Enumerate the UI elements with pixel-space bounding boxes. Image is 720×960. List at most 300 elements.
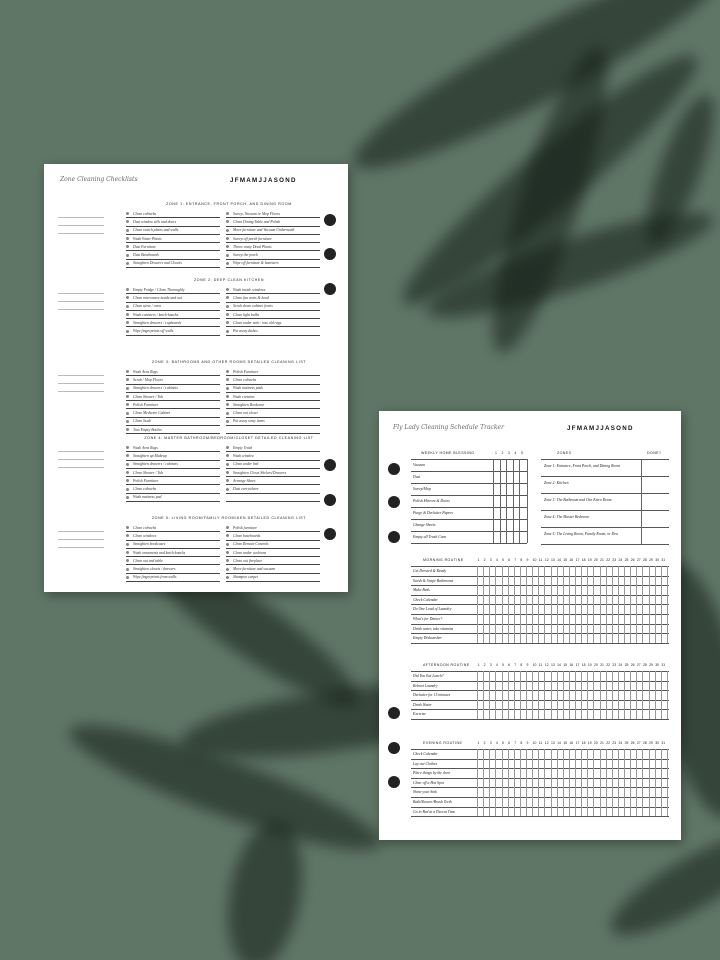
routine-grid-line — [575, 749, 576, 816]
bullet-icon — [126, 370, 129, 373]
checklist-item — [226, 311, 320, 319]
checklist-item-label: Wash ornaments and knick-knacks — [133, 550, 186, 555]
routine-grid-line — [526, 671, 527, 719]
routine-task: Reboot Laundry — [413, 683, 438, 688]
zone-title: ZONE 4: MASTER BATHROOM/BEDROOM/CLOSET DETAILED CLEANING LIST — [144, 436, 314, 440]
checklist-item-label: Clean windows — [133, 533, 157, 538]
routine-header: AFTERNOON ROUTINE — [423, 663, 470, 667]
bullet-icon — [226, 463, 229, 466]
margin-line — [58, 391, 104, 392]
zone-title: ZONE 3: BATHROOMS AND OTHER ROOMS DETAILED CLEANING LIST — [151, 360, 307, 364]
routine-grid-line — [649, 566, 650, 643]
routine-grid-line — [642, 566, 643, 643]
checklist-item — [226, 210, 320, 218]
checklist-item — [126, 469, 220, 477]
day-number: 19 — [587, 663, 592, 667]
routine-task: Empty Dishwasher — [413, 636, 442, 641]
day-number: 3 — [489, 663, 492, 667]
weekly-task: Dust — [413, 475, 421, 479]
routine-grid-line — [636, 749, 637, 816]
margin-line — [58, 309, 104, 310]
margin-line — [58, 217, 104, 218]
checklist-item — [126, 385, 220, 393]
routine-grid-line — [563, 566, 564, 643]
routine-grid-line — [655, 749, 656, 816]
checklist-item — [226, 260, 320, 268]
routine-grid-line — [612, 566, 613, 643]
day-number: 23 — [612, 558, 617, 562]
bullet-icon — [126, 296, 129, 299]
day-number: 1 — [477, 558, 480, 562]
day-number: 15 — [563, 741, 568, 745]
day-number: 20 — [593, 558, 598, 562]
routine-grid-line — [618, 671, 619, 719]
routine-grid-line — [563, 671, 564, 719]
routine-grid-line — [538, 749, 539, 816]
checklist-item — [226, 574, 320, 582]
checklist-item-label: Clean microwave inside and out — [133, 295, 183, 300]
bullet-icon — [126, 288, 129, 291]
routine-grid-line — [593, 749, 594, 816]
checklist-item — [226, 418, 320, 426]
zone-title: ZONE 1: ENTRANCE, FRONT PORCH, AND DINING ROOM — [166, 202, 292, 206]
zone-cleaning-checklist-sheet — [44, 164, 348, 592]
day-number: 8 — [520, 741, 523, 745]
bullet-icon — [226, 534, 229, 537]
day-number: 24 — [618, 558, 623, 562]
day-number: 24 — [618, 741, 623, 745]
routine-row-line — [411, 719, 669, 720]
checklist-item-label: Shampoo carpet — [233, 575, 258, 580]
bullet-icon — [226, 254, 229, 257]
zone-done-divider — [641, 459, 642, 544]
routine-grid-line — [557, 671, 558, 719]
routine-grid-line — [624, 749, 625, 816]
day-number: 11 — [538, 558, 543, 562]
bullet-icon — [226, 296, 229, 299]
routine-grid-line — [649, 671, 650, 719]
routine-grid-line — [495, 671, 496, 719]
checklist-item — [126, 260, 220, 268]
checklist-item — [126, 409, 220, 417]
checklist-item-label: Clean Shower / Tub — [133, 470, 164, 475]
day-number: 21 — [600, 558, 604, 562]
day-number: 30 — [655, 741, 660, 745]
day-number: 23 — [612, 663, 617, 667]
routine-grid-line — [655, 671, 656, 719]
checklist-item — [226, 235, 320, 243]
checklist-item — [226, 469, 320, 477]
routine-grid-line — [600, 749, 601, 816]
checklist-item — [226, 327, 320, 335]
checklist-item-label: Sweep the porch — [233, 253, 258, 258]
routine-grid-line — [508, 566, 509, 643]
checklist-item-label: Straighten Closet Shelves/Drawers — [233, 470, 287, 475]
checklist-item-label: Dust window sills and doors — [133, 219, 177, 224]
routine-grid-line — [532, 566, 533, 643]
done-header: DONE? — [647, 451, 662, 455]
routine-task: Clear off a Hot Spot — [413, 780, 444, 785]
day-number: 31 — [661, 663, 666, 667]
day-number: 19 — [587, 558, 592, 562]
checklist-item-label: Clean switch plates and walls — [133, 228, 179, 233]
day-number: 5 — [502, 741, 504, 745]
margin-line — [58, 233, 104, 234]
checklist-item — [126, 303, 220, 311]
checklist-item-label: Wipe fingerprints off walls — [133, 329, 174, 334]
bullet-icon — [126, 496, 129, 499]
routine-grid-line — [587, 749, 588, 816]
routine-grid-line — [612, 749, 613, 816]
day-number: 28 — [642, 663, 647, 667]
weekly-row-line — [411, 507, 527, 508]
bullet-icon — [126, 395, 129, 398]
day-number: 12 — [544, 741, 549, 745]
bullet-icon — [126, 576, 129, 579]
checklist-item-label: Wash Area Rugs — [133, 369, 158, 374]
bullet-icon — [126, 471, 129, 474]
day-number: 25 — [624, 741, 629, 745]
routine-grid-line — [581, 566, 582, 643]
routine-grid-line — [520, 671, 521, 719]
bullet-icon — [226, 471, 229, 474]
day-number: 22 — [606, 663, 610, 667]
bullet-icon — [126, 479, 129, 482]
routine-grid-line — [630, 566, 631, 643]
binder-hole — [388, 463, 400, 475]
routine-task: Bath/Shower/Brush Teeth — [413, 800, 452, 804]
checklist-item-label: Scrub down cabinet fronts — [233, 304, 273, 309]
day-number: 6 — [508, 741, 511, 745]
checklist-item — [226, 524, 320, 532]
bullet-icon — [226, 395, 229, 398]
week-number: 3 — [508, 451, 510, 455]
month-tracker: JFMAMJJASOND — [230, 177, 297, 184]
zone-title: ZONE 5: LIVING ROOM/FAMILY ROOM/DEN DETAILED CLEANING LIST — [151, 516, 307, 520]
routine-grid-line — [618, 566, 619, 643]
checklist-item-label: Clean Scale — [133, 419, 152, 424]
routine-grid-line — [477, 749, 478, 816]
margin-line — [58, 225, 104, 226]
zone-checklist — [126, 444, 320, 502]
day-number: 5 — [502, 663, 504, 667]
checklist-item — [126, 218, 220, 226]
checklist-item-label: Move furniture and vacuum — [233, 567, 276, 572]
day-number: 23 — [612, 741, 617, 745]
day-number: 18 — [581, 741, 586, 745]
zone-row-line — [541, 544, 669, 545]
checklist-item — [226, 303, 320, 311]
day-number: 4 — [495, 558, 498, 562]
checklist-item — [226, 485, 320, 493]
routine-row-line — [411, 816, 669, 817]
week-number: 5 — [521, 451, 523, 455]
checklist-item-label: Wipe off furniture & banisters — [233, 261, 279, 266]
checklist-item-label: Wash window — [233, 453, 254, 458]
routine-grid-line — [563, 749, 564, 816]
checklist-item-label: Dust Baseboards — [133, 253, 159, 258]
routine-grid-line — [557, 749, 558, 816]
checklist-item — [126, 541, 220, 549]
day-number: 27 — [636, 558, 641, 562]
checklist-item — [126, 319, 220, 327]
weekly-grid-line — [513, 459, 514, 543]
routine-grid-line — [667, 566, 668, 643]
checklist-item-label: Clean cobwebs — [133, 525, 157, 530]
bullet-icon — [126, 254, 129, 257]
routine-grid-line — [667, 749, 668, 816]
checklist-item — [226, 393, 320, 401]
routine-task: Did You Eat Lunch? — [413, 674, 444, 678]
checklist-item-label: Wash mattress pads — [233, 386, 263, 391]
day-number: 10 — [532, 663, 537, 667]
checklist-item-label: Clean cobwebs — [233, 377, 257, 382]
zones-header: ZONES — [557, 451, 572, 455]
bullet-icon — [126, 463, 129, 466]
checklist-item-label: Put away dishes — [233, 329, 258, 334]
checklist-item — [126, 327, 220, 335]
day-number: 13 — [551, 558, 555, 562]
checklist-item-label: Move furniture and Vacuum Underneath — [233, 228, 295, 233]
checklist-item-label: Wash inside windows — [233, 287, 266, 292]
day-number: 17 — [575, 663, 580, 667]
routine-grid-line — [532, 749, 533, 816]
routine-grid-line — [532, 671, 533, 719]
binder-hole — [324, 494, 336, 506]
day-number: 14 — [557, 558, 561, 562]
bullet-icon — [126, 212, 129, 215]
routine-grid-line — [483, 749, 484, 816]
checklist-item-label: Clean under sink / toss old rags — [233, 320, 282, 325]
day-number: 8 — [520, 558, 523, 562]
binder-hole — [324, 528, 336, 540]
checklist-item-label: Put away stray items — [233, 419, 265, 424]
binder-hole — [388, 707, 400, 719]
checklist-item-label: Clean Remote Controls — [233, 542, 269, 547]
checklist-item-label: Clean Dining Table and Polish — [233, 219, 281, 224]
checklist-item-label: Wash canisters / knick-knacks — [133, 312, 179, 317]
routine-task: Do One Load of Laundry — [413, 607, 452, 612]
routine-grid-line — [636, 566, 637, 643]
day-number: 27 — [636, 741, 641, 745]
bullet-icon — [226, 488, 229, 491]
routine-grid-line — [569, 749, 570, 816]
day-number: 26 — [630, 663, 635, 667]
bullet-icon — [226, 237, 229, 240]
day-number: 20 — [593, 663, 598, 667]
bullet-icon — [126, 454, 129, 457]
day-number: 22 — [606, 741, 610, 745]
binder-hole — [388, 496, 400, 508]
checklist-item-label: Polish Furniture — [133, 402, 159, 407]
zone-checklist — [126, 524, 320, 582]
zone-row-line — [541, 476, 669, 477]
sheet-title: Fly Lady Cleaning Schedule Tracker — [393, 424, 504, 431]
checklist-item-label: Empty Trash — [233, 445, 253, 450]
bullet-icon — [126, 305, 129, 308]
bullet-icon — [226, 229, 229, 232]
bullet-icon — [226, 212, 229, 215]
day-number: 5 — [502, 558, 504, 562]
bullet-icon — [126, 551, 129, 554]
routine-grid-line — [520, 749, 521, 816]
bullet-icon — [226, 305, 229, 308]
checklist-item — [126, 477, 220, 485]
day-number: 16 — [569, 663, 574, 667]
routine-grid-line — [569, 566, 570, 643]
weekly-task: Vacuum — [413, 463, 426, 467]
bullet-icon — [226, 262, 229, 265]
bullet-icon — [226, 378, 229, 381]
weekly-row-line — [411, 495, 527, 496]
zone-checklist — [126, 368, 320, 434]
routine-grid-line — [544, 671, 545, 719]
routine-grid-line — [483, 566, 484, 643]
checklist-item-label: Straighten Drawers and Closets — [133, 261, 182, 266]
routine-grid-line — [661, 671, 662, 719]
bullet-icon — [126, 403, 129, 406]
checklist-item — [226, 251, 320, 259]
routine-grid-line — [600, 671, 601, 719]
day-number: 2 — [483, 558, 486, 562]
routine-grid-line — [655, 566, 656, 643]
day-number: 6 — [508, 663, 511, 667]
checklist-item — [126, 549, 220, 557]
day-number: 21 — [600, 663, 604, 667]
binder-hole — [324, 459, 336, 471]
weekly-grid-line — [500, 459, 501, 543]
checklist-item — [226, 452, 320, 460]
bullet-icon — [126, 446, 129, 449]
day-number: 31 — [661, 741, 666, 745]
checklist-item-label: Straighten drawers / cabinets — [133, 386, 178, 391]
bullet-icon — [226, 479, 229, 482]
checklist-item-label: Clean under cushions — [233, 550, 267, 555]
checklist-item — [126, 574, 220, 582]
checklist-item — [126, 376, 220, 384]
margin-line — [58, 375, 104, 376]
checklist-item — [126, 210, 220, 218]
bullet-icon — [226, 220, 229, 223]
bullet-icon — [126, 262, 129, 265]
weekly-row-line — [411, 483, 527, 484]
checklist-item — [226, 541, 320, 549]
bullet-icon — [126, 526, 129, 529]
bullet-icon — [126, 378, 129, 381]
day-number: 10 — [532, 741, 537, 745]
cleaning-schedule-tracker-sheet — [379, 411, 681, 840]
checklist-item-label: Wash curtains — [233, 394, 255, 399]
checklist-item — [226, 385, 320, 393]
routine-task: Shine your Sink — [413, 790, 437, 795]
checklist-item-label: Clean Shower / Tub — [133, 394, 164, 399]
routine-grid-line — [495, 566, 496, 643]
routine-task: Place things by the door — [413, 771, 451, 776]
routine-task: Swish & Swipe Bathrooms — [413, 578, 454, 583]
binder-hole — [324, 283, 336, 295]
day-number: 12 — [544, 558, 549, 562]
routine-grid-line — [569, 671, 570, 719]
day-number: 9 — [526, 741, 529, 745]
checklist-item-label: Arrange Shoes — [233, 478, 256, 483]
bullet-icon — [226, 446, 229, 449]
checklist-item — [126, 418, 220, 426]
margin-line — [58, 531, 104, 532]
weekly-task: Polish Mirrors & Doors — [413, 499, 450, 503]
weekly-task: Change Sheets — [413, 523, 436, 527]
checklist-item — [126, 251, 220, 259]
routine-grid-line — [502, 671, 503, 719]
weekly-task: Purge & Declutter Papers — [413, 511, 454, 515]
margin-line — [58, 459, 104, 460]
day-number: 25 — [624, 558, 629, 562]
day-number: 29 — [649, 741, 653, 745]
weekly-task: Sweep/Mop — [413, 487, 431, 491]
day-number: 27 — [636, 663, 641, 667]
checklist-item — [126, 494, 220, 502]
day-number: 9 — [526, 663, 529, 667]
routine-grid-line — [508, 671, 509, 719]
bullet-icon — [226, 245, 229, 248]
month-tracker: JFMAMJJASOND — [567, 425, 634, 432]
routine-grid-line — [667, 671, 668, 719]
bullet-icon — [226, 321, 229, 324]
checklist-item — [126, 311, 220, 319]
checklist-item-label: Straighten up Makeup — [133, 453, 167, 458]
zone-row-line — [541, 510, 669, 511]
checklist-item — [226, 426, 320, 434]
routine-grid-line — [526, 749, 527, 816]
routine-grid-line — [557, 566, 558, 643]
margin-line — [58, 539, 104, 540]
checklist-item-label: Straighten drawers / cupboards — [133, 320, 182, 325]
routine-grid-line — [575, 671, 576, 719]
checklist-item-label: Straighten Bookcase — [233, 402, 265, 407]
week-number: 4 — [514, 451, 517, 455]
bullet-icon — [126, 568, 129, 571]
routine-task: Drink Water — [413, 702, 432, 707]
checklist-item-label: Clean under bed — [233, 462, 259, 467]
checklist-item-label: Polish furniture — [233, 525, 258, 530]
routine-grid-line — [593, 566, 594, 643]
routine-header: EVENING ROUTINE — [423, 741, 463, 745]
checklist-item — [226, 294, 320, 302]
checklist-item-label: Toss Empty Bottles — [133, 427, 162, 432]
day-number: 1 — [477, 741, 480, 745]
binder-hole — [388, 742, 400, 754]
routine-grid-line — [661, 749, 662, 816]
zone-task: Zone 1: Entrance, Front Porch, and Dining Room — [544, 464, 620, 468]
routine-grid-line — [502, 566, 503, 643]
checklist-item — [226, 477, 320, 485]
checklist-item — [126, 393, 220, 401]
routine-task: Go to Bed at a Decent Time — [413, 809, 456, 814]
weekly-grid-line — [527, 459, 528, 543]
routine-grid-line — [624, 671, 625, 719]
bullet-icon — [226, 313, 229, 316]
bullet-icon — [226, 551, 229, 554]
routine-grid-line — [551, 749, 552, 816]
day-number: 8 — [520, 663, 523, 667]
bullet-icon — [226, 576, 229, 579]
checklist-item — [126, 461, 220, 469]
day-number: 3 — [489, 558, 492, 562]
routine-grid-line — [489, 749, 490, 816]
zone-row-line — [541, 527, 669, 528]
day-number: 6 — [508, 558, 511, 562]
routine-task: Check Calendar — [413, 597, 438, 602]
routine-grid-line — [630, 749, 631, 816]
